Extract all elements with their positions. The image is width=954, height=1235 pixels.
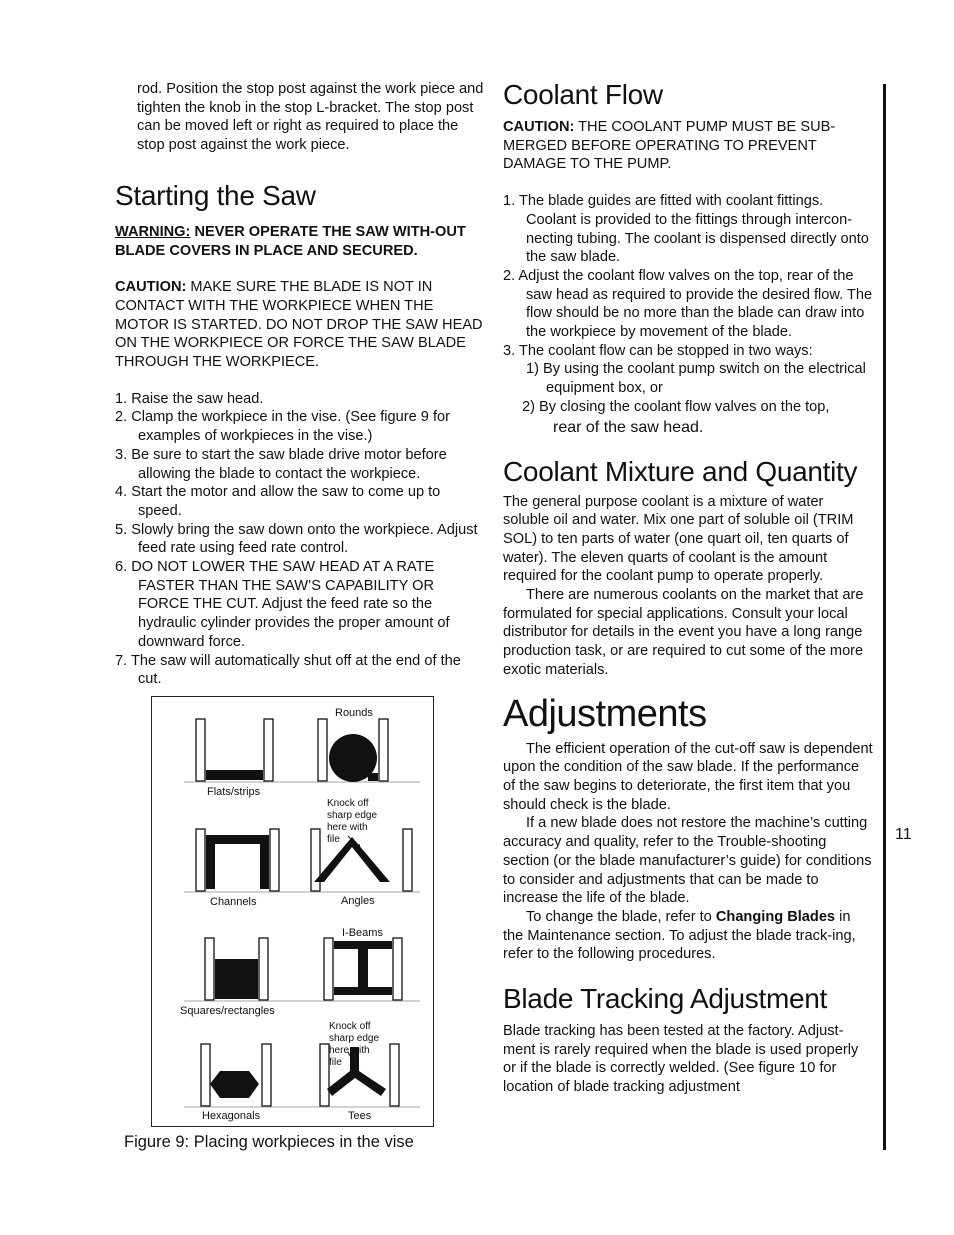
label-knock2: file	[329, 1057, 342, 1068]
coolant-steps-list	[503, 192, 873, 360]
vise-jaw	[196, 829, 205, 891]
square-shape	[215, 959, 258, 999]
label-knock1: Knock off	[327, 798, 369, 809]
caution-text: MAKE SURE THE BLADE IS NOT IN CONTACT WITH THE WORKPIECE WHEN THE MOTOR IS STARTED. DO NOT DROP THE SAW HEAD ON THE WORKPIECE OR FORCE THE SAW BLADE THROUGH THE WORKPIECE.	[115, 279, 483, 371]
vise-jaw	[390, 1044, 399, 1106]
warning-label: WARNING:	[115, 223, 191, 240]
list-item: 3. The coolant flow can be stopped in two ways:	[503, 342, 813, 359]
vise-jaw	[324, 938, 333, 1000]
angle-shape	[314, 837, 390, 882]
vise-diagram	[152, 697, 433, 1126]
label-squares: Squares/rectangles	[180, 1005, 275, 1017]
coolant-flow-heading: Coolant Flow	[503, 79, 663, 110]
label-angles: Angles	[341, 895, 375, 907]
warning-paragraph	[115, 223, 485, 260]
list-item: 2. Adjust the coolant flow valves on the top, rear of the saw head as required to provide the desired flow. The flow should be no more than the blade can draw into the workpiece by movement of the blade.	[503, 267, 873, 341]
blade-tracking-heading: Blade Tracking Adjustment	[503, 983, 828, 1015]
label-channels: Channels	[210, 896, 257, 908]
label-knock1: sharp edge	[327, 810, 378, 821]
caution-label: CAUTION:	[115, 279, 187, 296]
flat-strip-shape	[206, 770, 263, 780]
list-item: 2. Clamp the workpiece in the vise. (See figure 9 for examples of workpieces in the vise.)	[115, 409, 451, 445]
coolant-caution-label: CAUTION:	[503, 119, 575, 135]
list-item: 1. The blade guides are fitted with coolant fittings. Coolant is provided to the fittings through intercon-necting tubing. The coolant is dispensed directly onto the saw blade.	[503, 193, 869, 266]
coolant-sub-item-2b: rear of the saw head.	[553, 418, 704, 436]
vise-jaw	[403, 829, 412, 891]
vise-jaw	[259, 938, 268, 1000]
left-column	[115, 80, 485, 689]
list-item: 1. Raise the saw head.	[115, 390, 264, 407]
label-knock1: file	[327, 834, 340, 845]
vise-jaw	[320, 1044, 329, 1106]
vise-jaw	[196, 719, 205, 781]
coolant-caution-paragraph	[503, 118, 873, 174]
warning-text: NEVER OPERATE THE SAW WITH-OUT BLADE COVERS IN PLACE AND SECURED.	[115, 223, 466, 259]
starting-the-saw-heading: Starting the Saw	[115, 179, 316, 211]
vise-jaw	[264, 719, 273, 781]
coolant-caution-text: THE COOLANT PUMP MUST BE SUB-MERGED BEFORE OPERATING TO PREVENT DAMAGE TO THE PUMP.	[503, 119, 836, 173]
label-knock2: here with	[329, 1045, 370, 1056]
vise-jaw	[205, 938, 214, 1000]
label-hexagonals: Hexagonals	[202, 1110, 261, 1122]
coolant-sub-item-2: 2) By closing the coolant flow valves on the top,	[522, 398, 830, 415]
adjustments-heading: Adjustments	[503, 692, 707, 735]
changing-blades-ref: Changing Blades	[715, 908, 836, 925]
figure-vise-workpieces	[151, 696, 434, 1127]
margin-rule	[883, 84, 886, 1150]
page-number: 11	[895, 826, 912, 843]
list-item: 5. Slowly bring the saw down onto the workpiece. Adjust feed rate using feed rate control.	[115, 521, 478, 557]
i-beam-shape	[334, 941, 392, 995]
tracking-paragraph-1: Blade tracking has been tested at the factory. Adjust-ment is rarely required when the blade is used properly or if the blade is correctly welded. (See figure 10 for location of blade tracking adjustment	[503, 1023, 859, 1096]
adjustments-paragraph-3	[503, 908, 873, 964]
vise-jaw	[393, 938, 402, 1000]
vise-jaw	[262, 1044, 271, 1106]
vise-jaw	[201, 1044, 210, 1106]
label-tees: Tees	[348, 1110, 372, 1122]
mixture-paragraph-2: There are numerous coolants on the market that are formulated for special applications. Consult your local distributor for details in the event you have a long range production task, or are required to cut some of the more exotic materials.	[503, 587, 864, 678]
label-knock1: here with	[327, 822, 368, 833]
channel-shape	[206, 835, 269, 889]
label-knock2: Knock off	[329, 1021, 371, 1032]
label-knock2: sharp edge	[329, 1033, 380, 1044]
starting-steps-list	[115, 390, 485, 689]
adjustments-paragraph-1: The efficient operation of the cut-off saw is dependent upon the condition of the saw blade. If the performance of the saw begins to deteriorate, the first item that you should check is the blade.	[503, 740, 873, 813]
adj-p3-text-2: in the Maintenance section. To adjust the blade track-ing, refer to the following procedures.	[503, 908, 856, 963]
list-item: 7. The saw will automatically shut off at the end of the cut.	[115, 652, 461, 688]
hexagon-shape	[210, 1071, 259, 1098]
label-ibeams: I-Beams	[342, 927, 383, 939]
intro-paragraph: rod. Position the stop post against the work piece and tighten the knob in the stop L-bracket. The stop post can be moved left or right as required to place the stop post against the work piece.	[137, 81, 484, 154]
label-flats: Flats/strips	[207, 786, 261, 798]
adjustments-paragraph-2: If a new blade does not restore the machine’s cutting accuracy and quality, refer to the Trouble-shooting section (or the blade manufacturer’s guide) for conditions to consider and adjustments that can be made to increase the life of the blade.	[503, 815, 872, 907]
caution-paragraph	[115, 278, 485, 372]
adj-p3-text: To change the blade, refer to	[526, 908, 712, 925]
vise-jaw	[379, 719, 388, 781]
mixture-paragraph-1: The general purpose coolant is a mixture of water soluble oil and water. Mix one part of soluble oil (TRIM SOL) to ten parts of water (one quart oil, ten quarts of water). The eleven quarts of coolant is the amount required for the coolant pump to operate properly.	[503, 493, 854, 585]
list-item: 3. Be sure to start the saw blade drive motor before allowing the blade to contact the workpiece.	[115, 446, 447, 482]
coolant-sub-item-1: 1) By using the coolant pump switch on the electrical equipment box, or	[526, 361, 866, 397]
right-column	[503, 78, 873, 1097]
label-rounds: Rounds	[335, 707, 373, 719]
list-item: 6. DO NOT LOWER THE SAW HEAD AT A RATE FASTER THAN THE SAW’S CAPABILITY OR FORCE THE CUT. Adjust the feed rate so the hydraulic cylinder provides the proper amount of downward force.	[115, 559, 450, 650]
list-item: 4. Start the motor and allow the saw to come up to speed.	[115, 484, 441, 519]
vise-jaw	[270, 829, 279, 891]
coolant-mixture-heading: Coolant Mixture and Quantity	[503, 455, 858, 487]
vise-jaw	[318, 719, 327, 781]
figure-caption: Figure 9: Placing workpieces in the vise	[124, 1133, 414, 1151]
